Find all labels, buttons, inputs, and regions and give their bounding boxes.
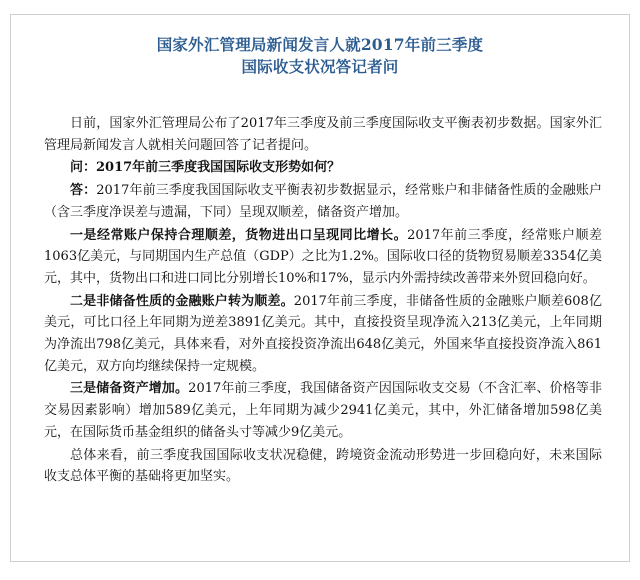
point-1-lead: 一是经常账户保持合理顺差，货物进出口呈现同比增长。 [70, 227, 408, 243]
document-body [44, 113, 602, 489]
point-2-text: 2017年前三季度，非储备性质的金融账户顺差608亿美元，可比口径上年同期为逆差3891亿美元。其中，直接投资呈现净流入213亿美元，上年同期为净流出798亿美元，具体来看，对外直接投资净流出648亿美元，外国来华直接投资净流入861亿美元，双方向均继续保持一定规模。 [44, 293, 602, 374]
question-paragraph: 问：2017年前三季度我国国际收支形势如何？ [70, 160, 341, 176]
document-title [0, 34, 640, 78]
answer-paragraph [44, 180, 602, 223]
point-2-paragraph [44, 291, 602, 378]
intro-paragraph: 日前，国家外汇管理局公布了2017年三季度及前三季度国际收支平衡表初步数据。国家外汇管理局新闻发言人就相关问题回答了记者提问。 [44, 116, 602, 153]
point-3-paragraph [44, 378, 602, 443]
point-3-text: 2017年前三季度，我国储备资产因国际收支交易（不含汇率、价格等非交易因素影响）增加589亿美元，上年同期为减少2941亿美元，其中，外汇储备增加598亿美元，在国际货币基金组织的储备头寸等减少9亿美元。 [44, 381, 602, 440]
answer-label: 答： [70, 183, 97, 199]
conclusion-paragraph: 总体来看，前三季度我国国际收支状况稳健，跨境资金流动形势进一步回稳向好，未来国际收支总体平衡的基础将更加坚实。 [44, 447, 602, 485]
point-2-lead: 二是非储备性质的金融账户转为顺差。 [70, 293, 294, 309]
point-1-text: 2017年前三季度，经常账户顺差1063亿美元，与同期国内生产总值（GDP）之比为1.2%。国际收口径的货物贸易顺差3354亿美元，其中，货物出口和进口同比分别增长10%和17%，显示内外需持续改善带来外贸回稳向好。 [44, 227, 602, 286]
answer-text: 2017年前三季度我国国际收支平衡表初步数据显示，经常账户和非储备性质的金融账户（含三季度净误差与遗漏，下同）呈现双顺差，储备资产增加。 [44, 183, 602, 220]
point-1-paragraph [44, 225, 602, 290]
title-line-2: 国际收支状况答记者问 [241, 57, 399, 76]
title-line-1: 国家外汇管理局新闻发言人就2017年前三季度 [156, 35, 484, 54]
point-3-lead: 三是储备资产增加。 [70, 381, 189, 397]
